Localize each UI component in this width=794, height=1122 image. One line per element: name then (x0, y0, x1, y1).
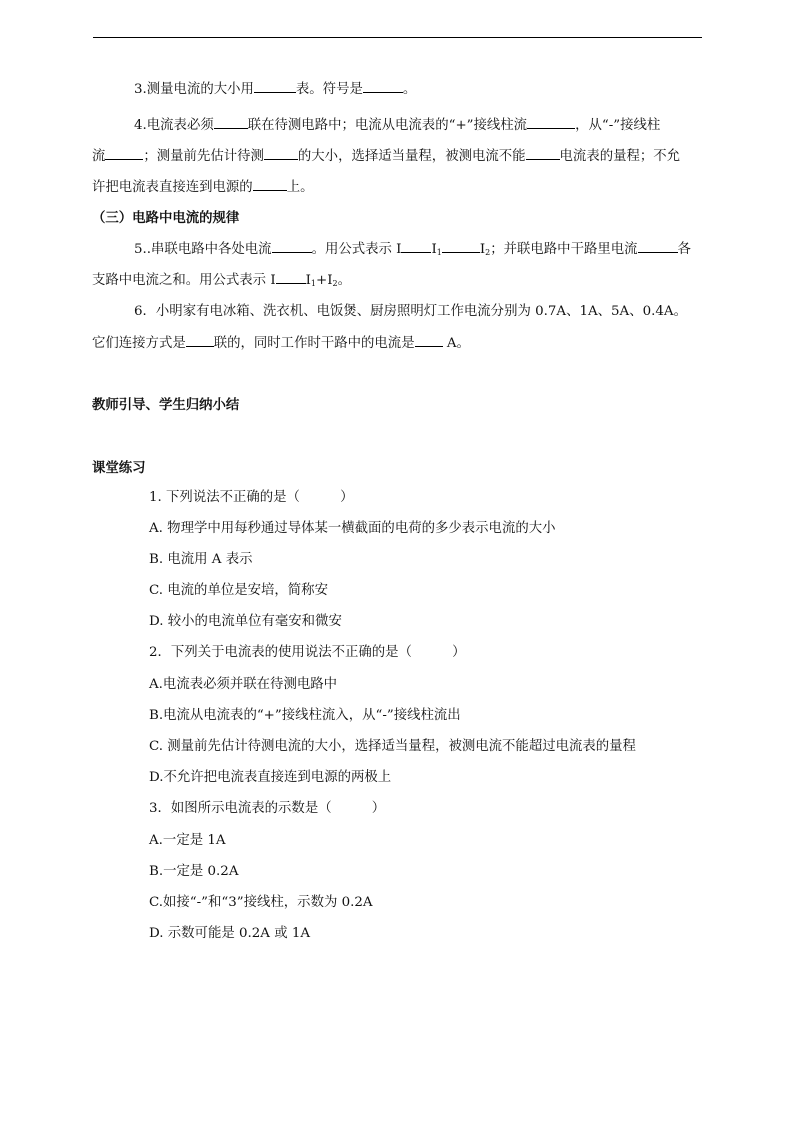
practice-q1-stem: 1. 下列说法不正确的是（ ） (149, 490, 354, 505)
blank[interactable] (105, 147, 143, 160)
q5-line-1: 5..串联电路中各处电流 。用公式表示 I $I_1$ $I_2$；并联电路中干路里电流 各 (134, 242, 691, 257)
blank[interactable] (272, 240, 312, 253)
practice-q3-option-c[interactable]: C.如接“-”和“3”接线柱，示数为 0.2A (149, 895, 373, 910)
blank[interactable] (254, 80, 296, 93)
blank[interactable] (415, 334, 443, 347)
blank[interactable] (526, 147, 560, 160)
blank[interactable] (186, 334, 214, 347)
summary-heading: 教师引导、学生归纳小结 (92, 397, 240, 413)
practice-q2-stem: 2．下列关于电流表的使用说法不正确的是（ ） (149, 645, 466, 660)
q5-line-2: 支路中电流之和。用公式表示 I $I_1+I_2$。 (92, 273, 352, 288)
header-rule (93, 37, 702, 38)
practice-q1-option-a[interactable]: A. 物理学中用每秒通过导体某一横截面的电荷的多少表示电流的大小 (149, 521, 556, 536)
practice-q1-option-d[interactable]: D. 较小的电流单位有毫安和微安 (149, 614, 342, 629)
practice-q3-option-d[interactable]: D. 示数可能是 0.2A 或 1A (149, 926, 311, 941)
q4-line-1: 4.电流表必须 联在待测电路中；电流从电流表的“+”接线柱流 ，从“-”接线柱 (134, 118, 661, 133)
q6-line-1: 6．小明家有电冰箱、洗衣机、电饭煲、厨房照明灯工作电流分别为 0.7A、1A、5A、0.4A。 (134, 304, 687, 319)
q3-line: 3.测量电流的大小用 表。符号是 。 (134, 82, 417, 97)
blank[interactable] (276, 271, 306, 284)
blank[interactable] (638, 240, 678, 253)
practice-heading: 课堂练习 (92, 460, 146, 476)
blank[interactable] (527, 116, 575, 129)
practice-q1-option-b[interactable]: B. 电流用 A 表示 (149, 552, 253, 567)
blank[interactable] (264, 147, 298, 160)
practice-q3-option-b[interactable]: B.一定是 0.2A (149, 864, 239, 879)
blank[interactable] (401, 240, 431, 253)
q4-line-3: 许把电流表直接连到电源的 上。 (92, 180, 314, 195)
practice-q3-option-a[interactable]: A.一定是 1A (149, 833, 226, 848)
section-heading-circuit-rules: （三）电路中电流的规律 (92, 210, 240, 226)
q4-line-2: 流 ；测量前先估计待测 的大小，选择适当量程，被测电流不能 电流表的量程；不允 (92, 149, 681, 164)
practice-q1-option-c[interactable]: C. 电流的单位是安培，简称安 (149, 583, 328, 598)
practice-q2-option-b[interactable]: B.电流从电流表的“+”接线柱流入，从“-”接线柱流出 (149, 708, 461, 723)
practice-q2-option-c[interactable]: C. 测量前先估计待测电流的大小，选择适当量程，被测电流不能超过电流表的量程 (149, 739, 636, 754)
blank[interactable] (442, 240, 480, 253)
q6-line-2: 它们连接方式是 联的，同时工作时干路中的电流是 A。 (92, 336, 470, 351)
practice-q2-option-a[interactable]: A.电流表必须并联在待测电路中 (149, 677, 338, 692)
blank[interactable] (214, 116, 248, 129)
practice-q3-stem: 3．如图所示电流表的示数是（ ） (149, 801, 386, 816)
blank[interactable] (363, 80, 403, 93)
practice-q2-option-d[interactable]: D.不允许把电流表直接连到电源的两极上 (149, 770, 392, 785)
blank[interactable] (253, 178, 287, 191)
